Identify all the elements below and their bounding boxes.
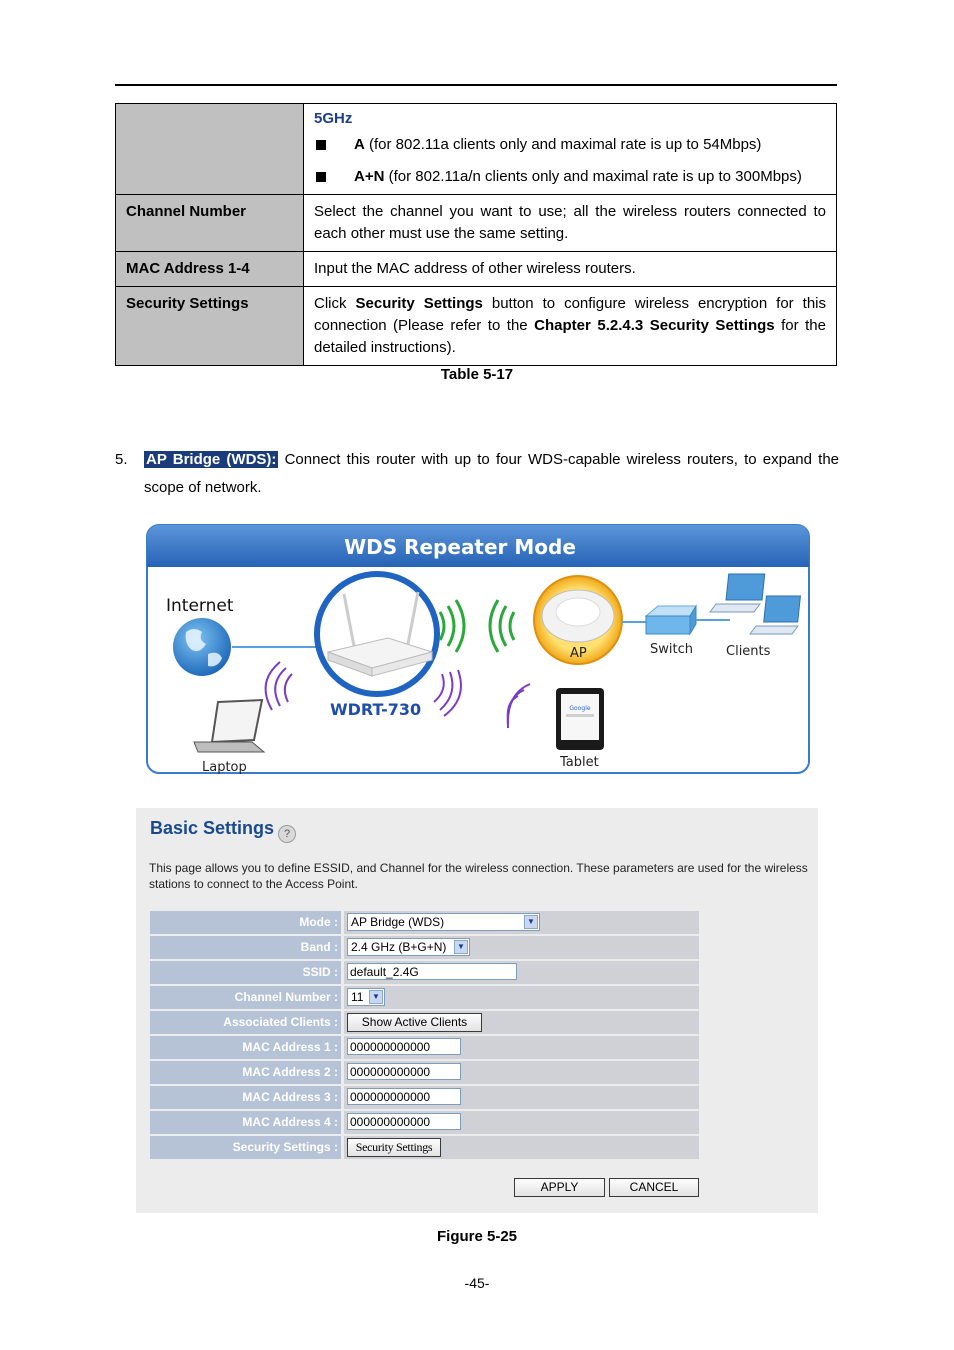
- option-desc: (for 802.11a/n clients only and maximal rate is up to 300Mbps): [384, 168, 802, 185]
- table-row: [116, 252, 837, 287]
- table-key: Channel Number: [116, 195, 304, 252]
- option-desc: (for 802.11a clients only and maximal rate is up to 54Mbps): [364, 136, 762, 153]
- table-key: MAC Address 1-4: [116, 252, 304, 287]
- cancel-button[interactable]: CANCEL: [609, 1178, 699, 1197]
- item-number: 5.: [115, 451, 128, 468]
- channel-select[interactable]: [347, 988, 385, 1006]
- ssid-input[interactable]: default_2.4G: [347, 963, 517, 980]
- parameter-table: [115, 103, 837, 366]
- table-row: [116, 195, 837, 252]
- list-item-ap-bridge: [115, 446, 839, 502]
- table-row: [116, 287, 837, 366]
- mode-label: Mode :: [150, 911, 341, 934]
- table-caption: Table 5-17: [440, 366, 514, 383]
- security-settings-label: Security Settings :: [150, 1136, 341, 1159]
- mac-address-1-label: MAC Address 1 :: [150, 1036, 341, 1059]
- highlighted-term: AP Bridge (WDS):: [146, 451, 277, 468]
- form-row-channel: [150, 986, 699, 1009]
- ssid-label: SSID :: [150, 961, 341, 984]
- laptop-label: Laptop: [202, 760, 247, 774]
- tablet-label: Tablet: [560, 755, 599, 770]
- table-value-band: [304, 104, 837, 195]
- help-icon[interactable]: ?: [278, 825, 296, 843]
- page-title: Basic Settings: [150, 818, 275, 838]
- switch-icon: [646, 606, 696, 634]
- mac-address-2-label: MAC Address 2 :: [150, 1061, 341, 1084]
- mode-select[interactable]: [347, 913, 540, 931]
- chevron-down-icon: ▼: [454, 940, 468, 954]
- channel-number-label: Channel Number :: [150, 986, 341, 1009]
- band-select[interactable]: [347, 938, 470, 956]
- internet-label: Internet: [166, 596, 234, 616]
- switch-label: Switch: [650, 642, 693, 657]
- mac-address-2-input[interactable]: 000000000000: [347, 1063, 461, 1080]
- square-bullet-icon: [316, 172, 326, 182]
- apply-button[interactable]: APPLY: [514, 1178, 605, 1197]
- table-value: Input the MAC address of other wireless routers.: [304, 252, 837, 287]
- mac-address-3-input[interactable]: 000000000000: [347, 1088, 461, 1105]
- list-item: [314, 134, 826, 156]
- table-key: Security Settings: [116, 287, 304, 366]
- chevron-down-icon: ▼: [524, 915, 538, 929]
- ap-label: AP: [570, 646, 587, 661]
- mac-address-4-label: MAC Address 4 :: [150, 1111, 341, 1134]
- chevron-down-icon: ▼: [369, 990, 383, 1004]
- table-value: Click Security Settings button to configure wireless encryption for this connection (Please refer to the Chapter 5.2.4.3 Security Settings for the detailed instructions).: [304, 287, 837, 366]
- form-row-mac4: [150, 1111, 699, 1134]
- form-row-associated-clients: [150, 1011, 699, 1034]
- band-heading: 5GHz: [314, 110, 353, 127]
- settings-form: [150, 911, 699, 1161]
- tablet-icon: [556, 688, 604, 750]
- page-description: This page allows you to define ESSID, and Channel for the wireless connection. These parameters are used for the wireless stations to connect to the Access Point.: [149, 861, 808, 891]
- header-rule: [115, 84, 837, 86]
- option-name: A+N: [354, 168, 385, 185]
- table-row: [116, 104, 837, 195]
- router-icon: [317, 574, 437, 694]
- router-label: WDRT-730: [330, 700, 422, 719]
- figure-caption: Figure 5-25: [436, 1228, 518, 1245]
- page-number: -45-: [464, 1275, 490, 1291]
- form-row-mac3: [150, 1086, 699, 1109]
- form-row-security: [150, 1136, 699, 1159]
- clients-label: Clients: [726, 644, 771, 659]
- wds-repeater-diagram: [146, 524, 810, 774]
- list-item: [314, 166, 826, 188]
- form-row-ssid: [150, 961, 699, 984]
- form-row-band: [150, 936, 699, 959]
- item-text: Connect this router with up to four WDS-capable wireless routers, to expand the scope of network.: [144, 451, 839, 496]
- form-row-mode: [150, 911, 699, 934]
- basic-settings-panel: [136, 808, 818, 1213]
- square-bullet-icon: [316, 140, 326, 150]
- band-value: 2.4 GHz (B+G+N): [351, 940, 447, 954]
- security-settings-button[interactable]: Security Settings: [347, 1138, 441, 1157]
- table-key-empty: [116, 104, 304, 195]
- band-label: Band :: [150, 936, 341, 959]
- show-active-clients-button[interactable]: Show Active Clients: [347, 1013, 482, 1032]
- table-value: Select the channel you want to use; all the wireless routers connected to each other must use the same setting.: [304, 195, 837, 252]
- form-row-mac1: [150, 1036, 699, 1059]
- mode-value: AP Bridge (WDS): [351, 915, 445, 929]
- form-row-mac2: [150, 1061, 699, 1084]
- channel-value: 11: [351, 990, 364, 1004]
- option-name: A: [354, 136, 365, 153]
- mac-address-3-label: MAC Address 3 :: [150, 1086, 341, 1109]
- diagram-title: WDS Repeater Mode: [344, 535, 576, 559]
- svg-text:Google: Google: [569, 705, 591, 712]
- globe-icon: [173, 618, 231, 676]
- mac-address-1-input[interactable]: 000000000000: [347, 1038, 461, 1055]
- mac-address-4-input[interactable]: 000000000000: [347, 1113, 461, 1130]
- associated-clients-label: Associated Clients :: [150, 1011, 341, 1034]
